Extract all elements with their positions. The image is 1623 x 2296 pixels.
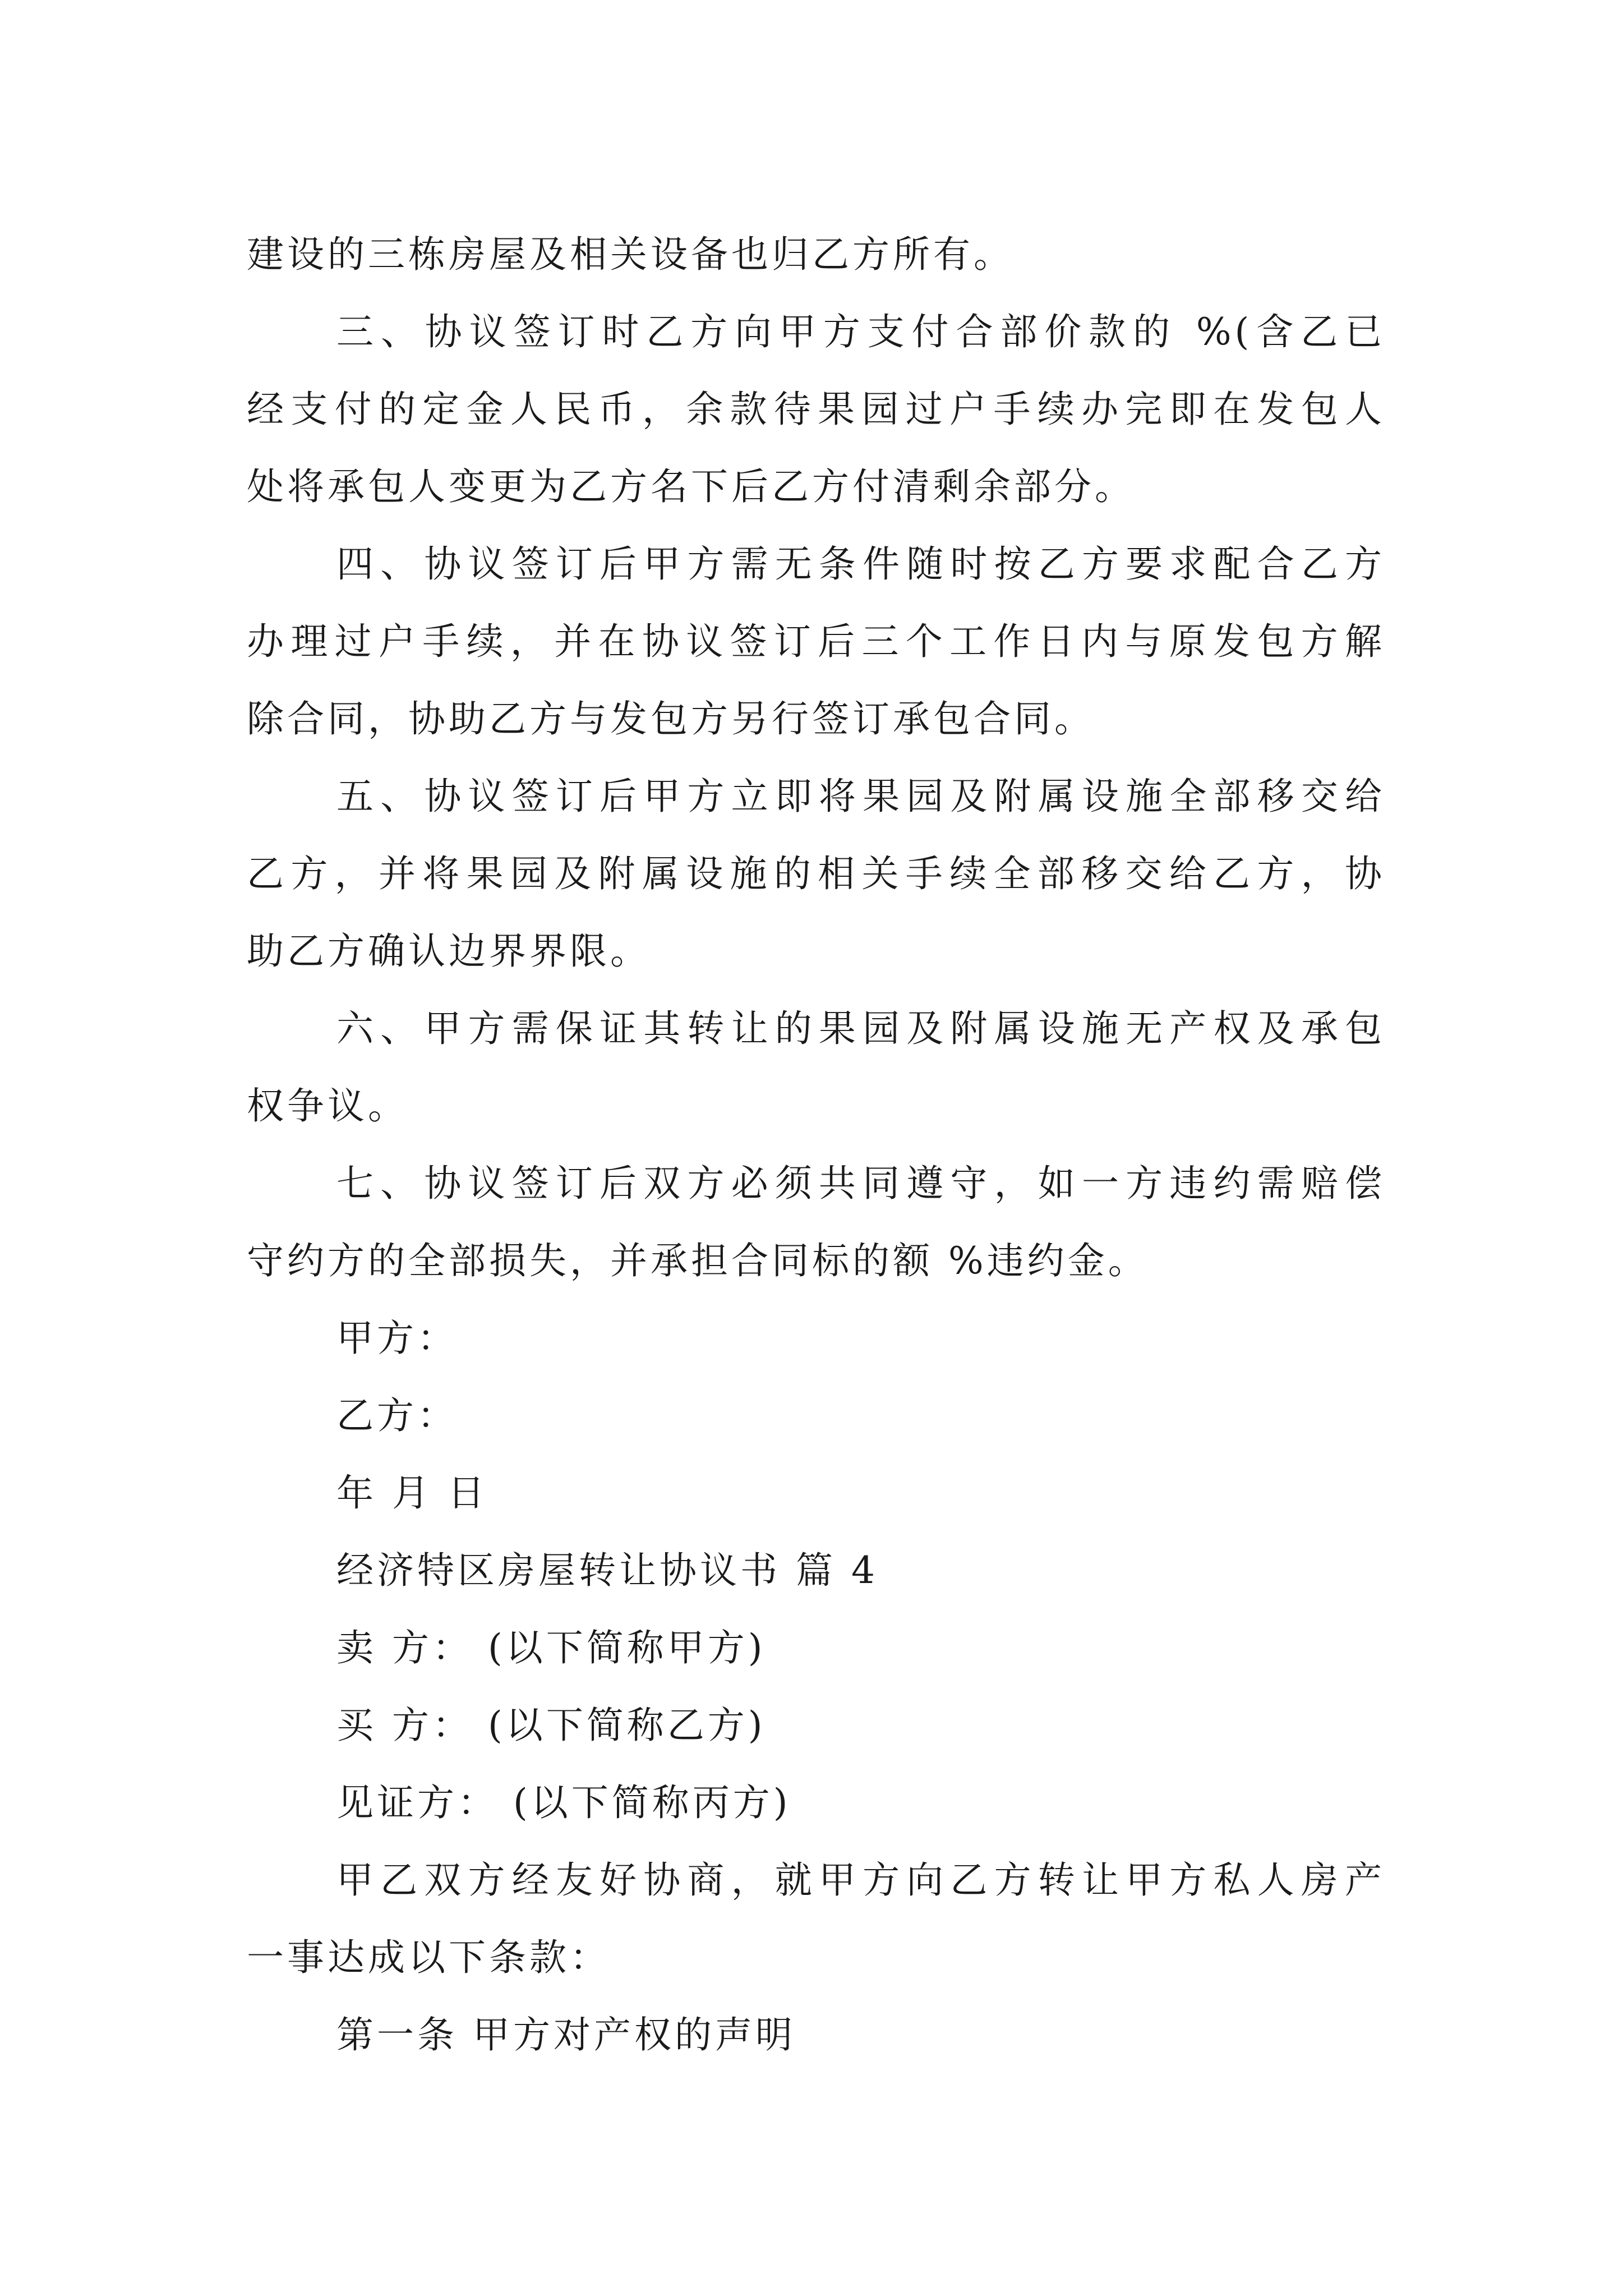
text-line: 买 方： (以下简称乙方) [336, 1704, 766, 1747]
text-line: 五、协议签订后甲方立即将果园及附属设施全部移交给 [336, 775, 1385, 818]
paragraph-buyer [247, 1687, 1385, 1764]
paragraph-continuation [247, 216, 1385, 293]
text-line: 三、协议签订时乙方向甲方支付合部价款的 %(含乙已 [336, 310, 1385, 353]
text-line: 卖 方： (以下简称甲方) [336, 1626, 766, 1669]
paragraph-party-b [247, 1377, 1385, 1455]
text-line: 乙方，并将果园及附属设施的相关手续全部移交给乙方，协 [247, 852, 1385, 895]
text-line: 助乙方确认边界界限。 [247, 930, 651, 973]
text-line: 乙方： [336, 1394, 458, 1437]
text-line: 年 月 日 [336, 1471, 488, 1515]
text-line: 经济特区房屋转让协议书 篇 4 [336, 1549, 878, 1592]
text-line: 见证方： (以下简称丙方) [336, 1781, 791, 1824]
paragraph-clause-6 [247, 990, 1385, 1145]
paragraph-clause-4 [247, 526, 1385, 758]
paragraph-clause-3 [247, 293, 1385, 526]
text-line: 办理过户手续，并在协议签订后三个工作日内与原发包方解 [247, 620, 1385, 663]
text-line: 建设的三栋房屋及相关设备也归乙方所有。 [247, 233, 1014, 276]
paragraph-clause-7 [247, 1145, 1385, 1300]
text-line: 除合同，协助乙方与发包方另行签订承包合同。 [247, 697, 1095, 740]
text-line: 甲乙双方经友好协商，就甲方向乙方转让甲方私人房产 [336, 1858, 1385, 1902]
paragraph-article-1 [247, 1996, 1385, 2074]
paragraph-party-a [247, 1300, 1385, 1377]
paragraph-witness [247, 1764, 1385, 1842]
paragraph-date [247, 1455, 1385, 1532]
text-line: 处将承包人变更为乙方名下后乙方付清剩余部分。 [247, 465, 1135, 508]
text-line: 第一条 甲方对产权的声明 [336, 2013, 796, 2056]
text-line: 经支付的定金人民币，余款待果园过户手续办完即在发包人 [247, 388, 1385, 431]
paragraph-seller [247, 1609, 1385, 1687]
document-body [247, 216, 1385, 2074]
text-line: 一事达成以下条款： [247, 1936, 610, 1979]
paragraph-intro [247, 1842, 1385, 1996]
text-line: 权争议。 [247, 1084, 408, 1128]
text-line: 甲方： [336, 1317, 458, 1360]
section-title [247, 1532, 1385, 1609]
text-line: 七、协议签订后双方必须共同遵守，如一方违约需赔偿 [336, 1162, 1385, 1205]
paragraph-clause-5 [247, 758, 1385, 990]
text-line: 六、甲方需保证其转让的果园及附属设施无产权及承包 [336, 1007, 1385, 1050]
text-line: 守约方的全部损失，并承担合同标的额 %违约金。 [247, 1239, 1149, 1282]
text-line: 四、协议签订后甲方需无条件随时按乙方要求配合乙方 [336, 542, 1385, 586]
